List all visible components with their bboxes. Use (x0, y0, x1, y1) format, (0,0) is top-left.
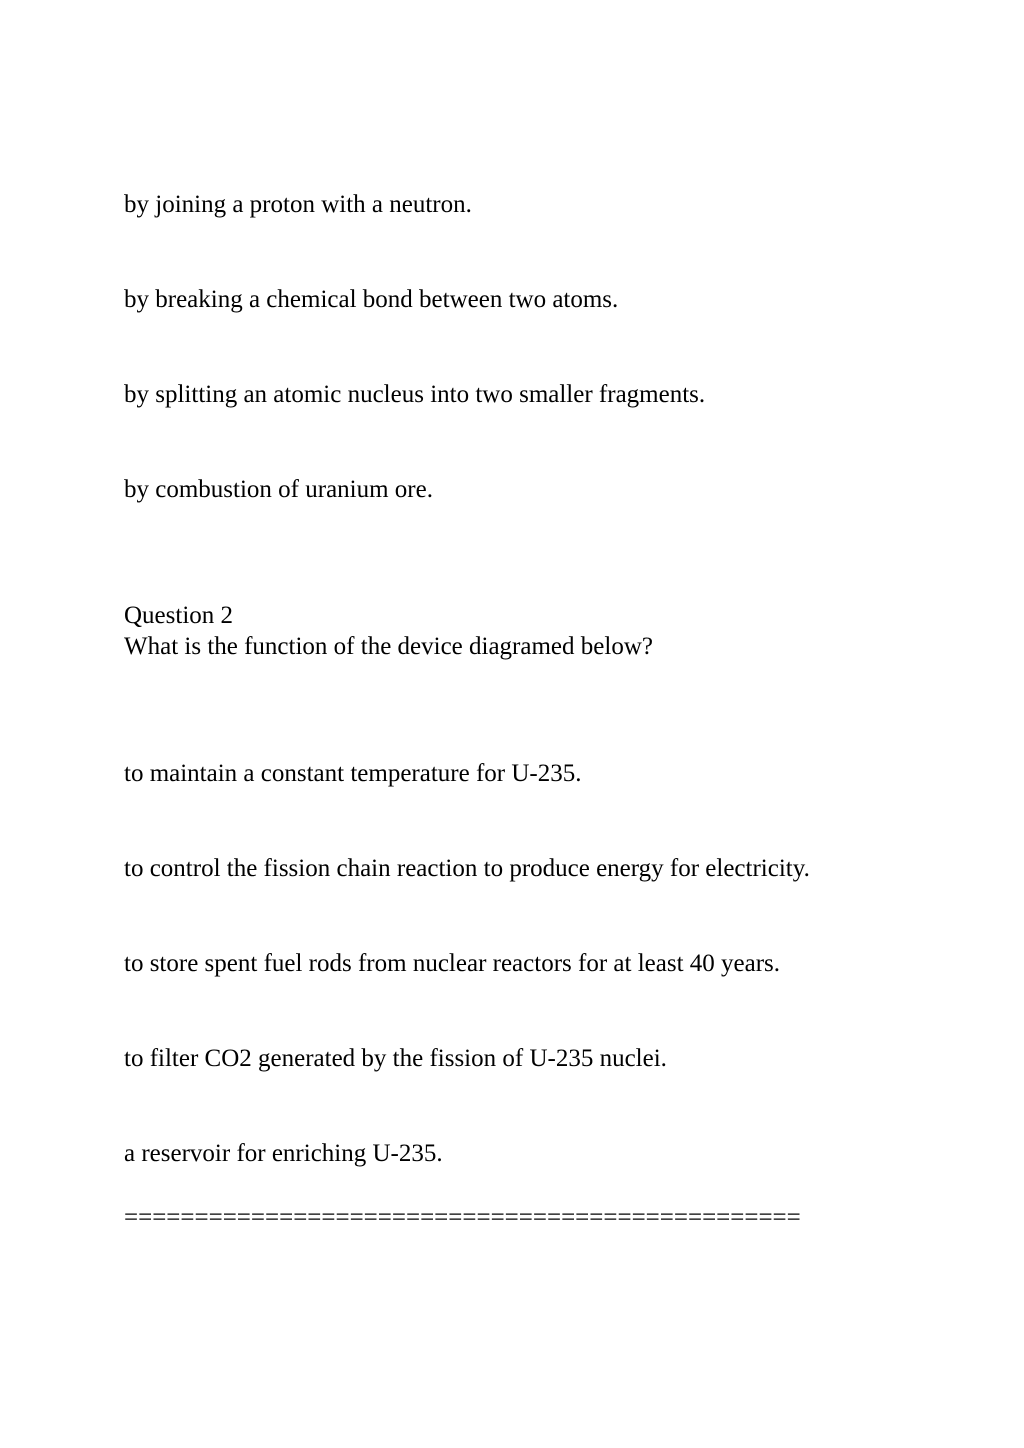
question1-option-3: by splitting an atomic nucleus into two smaller fragments. (124, 381, 706, 408)
question2-option-4: to filter CO2 generated by the fission of U-235 nuclei. (124, 1045, 667, 1072)
question1-option-1: by joining a proton with a neutron. (124, 191, 472, 218)
separator-line: ================================================ (124, 1204, 801, 1231)
question2-option-2: to control the fission chain reaction to produce energy for electricity. (124, 855, 810, 882)
question1-option-4: by combustion of uranium ore. (124, 476, 433, 503)
question2-option-5: a reservoir for enriching U-235. (124, 1140, 443, 1167)
question2-option-3: to store spent fuel rods from nuclear reactors for at least 40 years. (124, 950, 781, 977)
question2-label: Question 2 (124, 602, 234, 629)
question2-option-1: to maintain a constant temperature for U-235. (124, 760, 582, 787)
question1-option-2: by breaking a chemical bond between two atoms. (124, 286, 619, 313)
question2-text: What is the function of the device diagramed below? (124, 633, 653, 660)
